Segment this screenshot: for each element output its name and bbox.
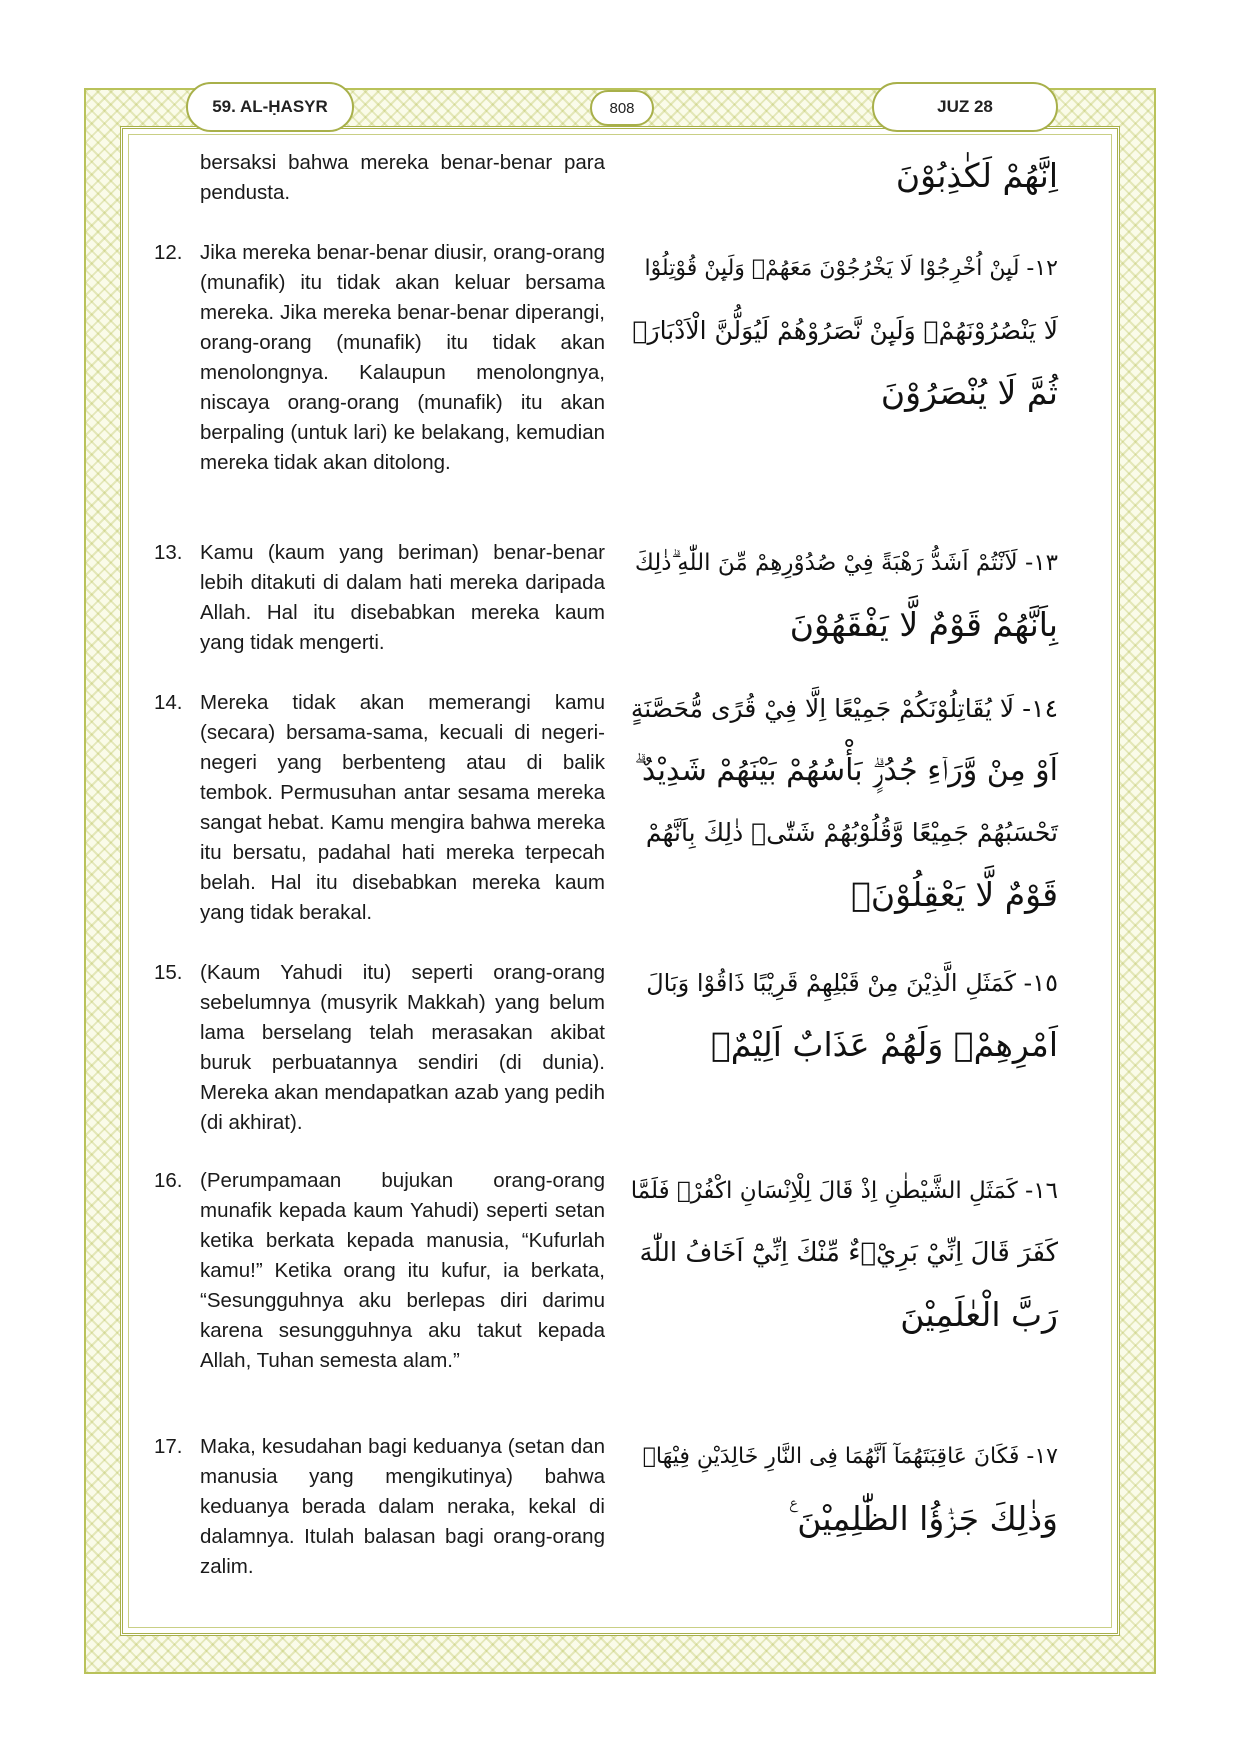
verse-translation-16: 16. (Perumpamaan bujukan orang-orang munafik kepada kaum Yahudi) seperti setan ketika berkata kepada manusia, “Kufurlah kamu!” Ketika orang itu kufur, ia berkata, “Sesungguhnya aku berlepas diri darimu karena sesungguhnya aku takut kepada Allah, Tuhan semesta alam.” (150, 1166, 605, 1376)
surah-title: 59. AL-ḤASYR (186, 82, 354, 132)
arabic-verse-14: ١٤- لَا يُقَاتِلُوْنَكُمْ جَمِيْعًا اِلَّا فِيْ قُرًى مُّحَصَّنَةٍ اَوْ مِنْ وَّرَاۤءِ جُدُرٍۗ بَأْسُهُمْ بَيْنَهُمْ شَدِيْدٌ ۗ تَحْسَبُهُمْ جَمِيْعًا وَّقُلُوْبُهُمْ شَتّٰىۗ ذٰلِكَ بِاَنَّهُمْ قَوْمٌ لَّا يَعْقِلُوْنَۚ (630, 694, 1058, 914)
arabic-verse-15: ١٥- كَمَثَلِ الَّذِيْنَ مِنْ قَبْلِهِمْ قَرِيْبًا ذَاقُوْا وَبَالَ اَمْرِهِمْۚ وَلَهُمْ عَذَابٌ اَلِيْمٌۚ (646, 969, 1058, 1064)
page-number: 808 (590, 90, 654, 126)
verse-number: 12. (154, 241, 183, 264)
verse-number: 14. (154, 691, 183, 714)
arabic-verse-cont: اِنَّهُمْ لَكٰذِبُوْنَ (895, 156, 1058, 195)
arabic-verse-17: ١٧- فَكَانَ عَاقِبَتَهُمَآ اَنَّهُمَا فِى النَّارِ خَالِدَيْنِ فِيْهَاۗ وَذٰلِكَ جَزٰۤؤُا الظّٰلِمِيْنَ ࣖ (642, 1444, 1058, 1538)
verse-translation-13: 13. Kamu (kaum yang beriman) benar-benar lebih ditakuti di dalam hati mereka daripada Allah. Hal itu disebabkan mereka kaum yang tidak mengerti. (150, 538, 605, 658)
verse-translation-15: 15. (Kaum Yahudi itu) seperti orang-orang sebelumnya (musyrik Makkah) yang belum lama berselang telah merasakan akibat buruk perbuatannya sendiri (di dunia). Mereka akan mendapatkan azab yang pedih (di akhirat). (150, 958, 605, 1138)
verse-number: 15. (154, 961, 183, 984)
verse-translation-17: 17. Maka, kesudahan bagi keduanya (setan dan manusia yang mengikutinya) bahwa keduanya berada dalam neraka, kekal di dalamnya. Itulah balasan bagi orang-orang zalim. (150, 1432, 605, 1582)
verse-number: 17. (154, 1435, 183, 1458)
juz-label: JUZ 28 (872, 82, 1058, 132)
arabic-verse-12: ١٢- لَىِٕنْ اُخْرِجُوْا لَا يَخْرُجُوْنَ مَعَهُمْۚ وَلَىِٕنْ قُوْتِلُوْا لَا يَنْصُرُوْنَهُمْۚ وَلَىِٕنْ نَّصَرُوْهُمْ لَيُوَلُّنَّ الْاَدْبَارَۙ ثُمَّ لَا يُنْصَرُوْنَ (632, 256, 1058, 412)
verse-translation-14: 14. Mereka tidak akan memerangi kamu (secara) bersama-sama, kecuali di negeri-negeri yang berbenteng atau di balik tembok. Permusuhan antar sesama mereka sangat hebat. Kamu mengira bahwa mereka itu bersatu, padahal hati mereka terpecah belah. Hal itu disebabkan mereka kaum yang tidak berakal. (150, 688, 605, 928)
verse-translation-cont: bersaksi bahwa mereka benar-benar para pendusta. (200, 151, 605, 204)
verse-translation-12: 12. Jika mereka benar-benar diusir, orang-orang (munafik) itu tidak akan keluar bersama mereka. Jika mereka benar-benar diperangi, orang-orang (munafik) itu tidak akan menolongnya. Kalaupun menolongnya, niscaya orang-orang (munafik) itu akan berpaling (untuk lari) ke belakang, kemudian mereka tidak akan ditolong. (150, 238, 605, 478)
verse-number: 16. (154, 1169, 183, 1192)
verse-number: 13. (154, 541, 183, 564)
arabic-verse-16: ١٦- كَمَثَلِ الشَّيْطٰنِ اِذْ قَالَ لِلْاِنْسَانِ اكْفُرْۚ فَلَمَّا كَفَرَ قَالَ اِنِّيْ بَرِيْۤءٌ مِّنْكَ اِنِّيْٓ اَخَافُ اللّٰهَ رَبَّ الْعٰلَمِيْنَ (630, 1178, 1058, 1334)
arabic-verse-13: ١٣- لَاَنْتُمْ اَشَدُّ رَهْبَةً فِيْ صُدُوْرِهِمْ مِّنَ اللّٰهِ ۗذٰلِكَ بِاَنَّهُمْ قَوْمٌ لَّا يَفْقَهُوْنَ (634, 550, 1058, 644)
